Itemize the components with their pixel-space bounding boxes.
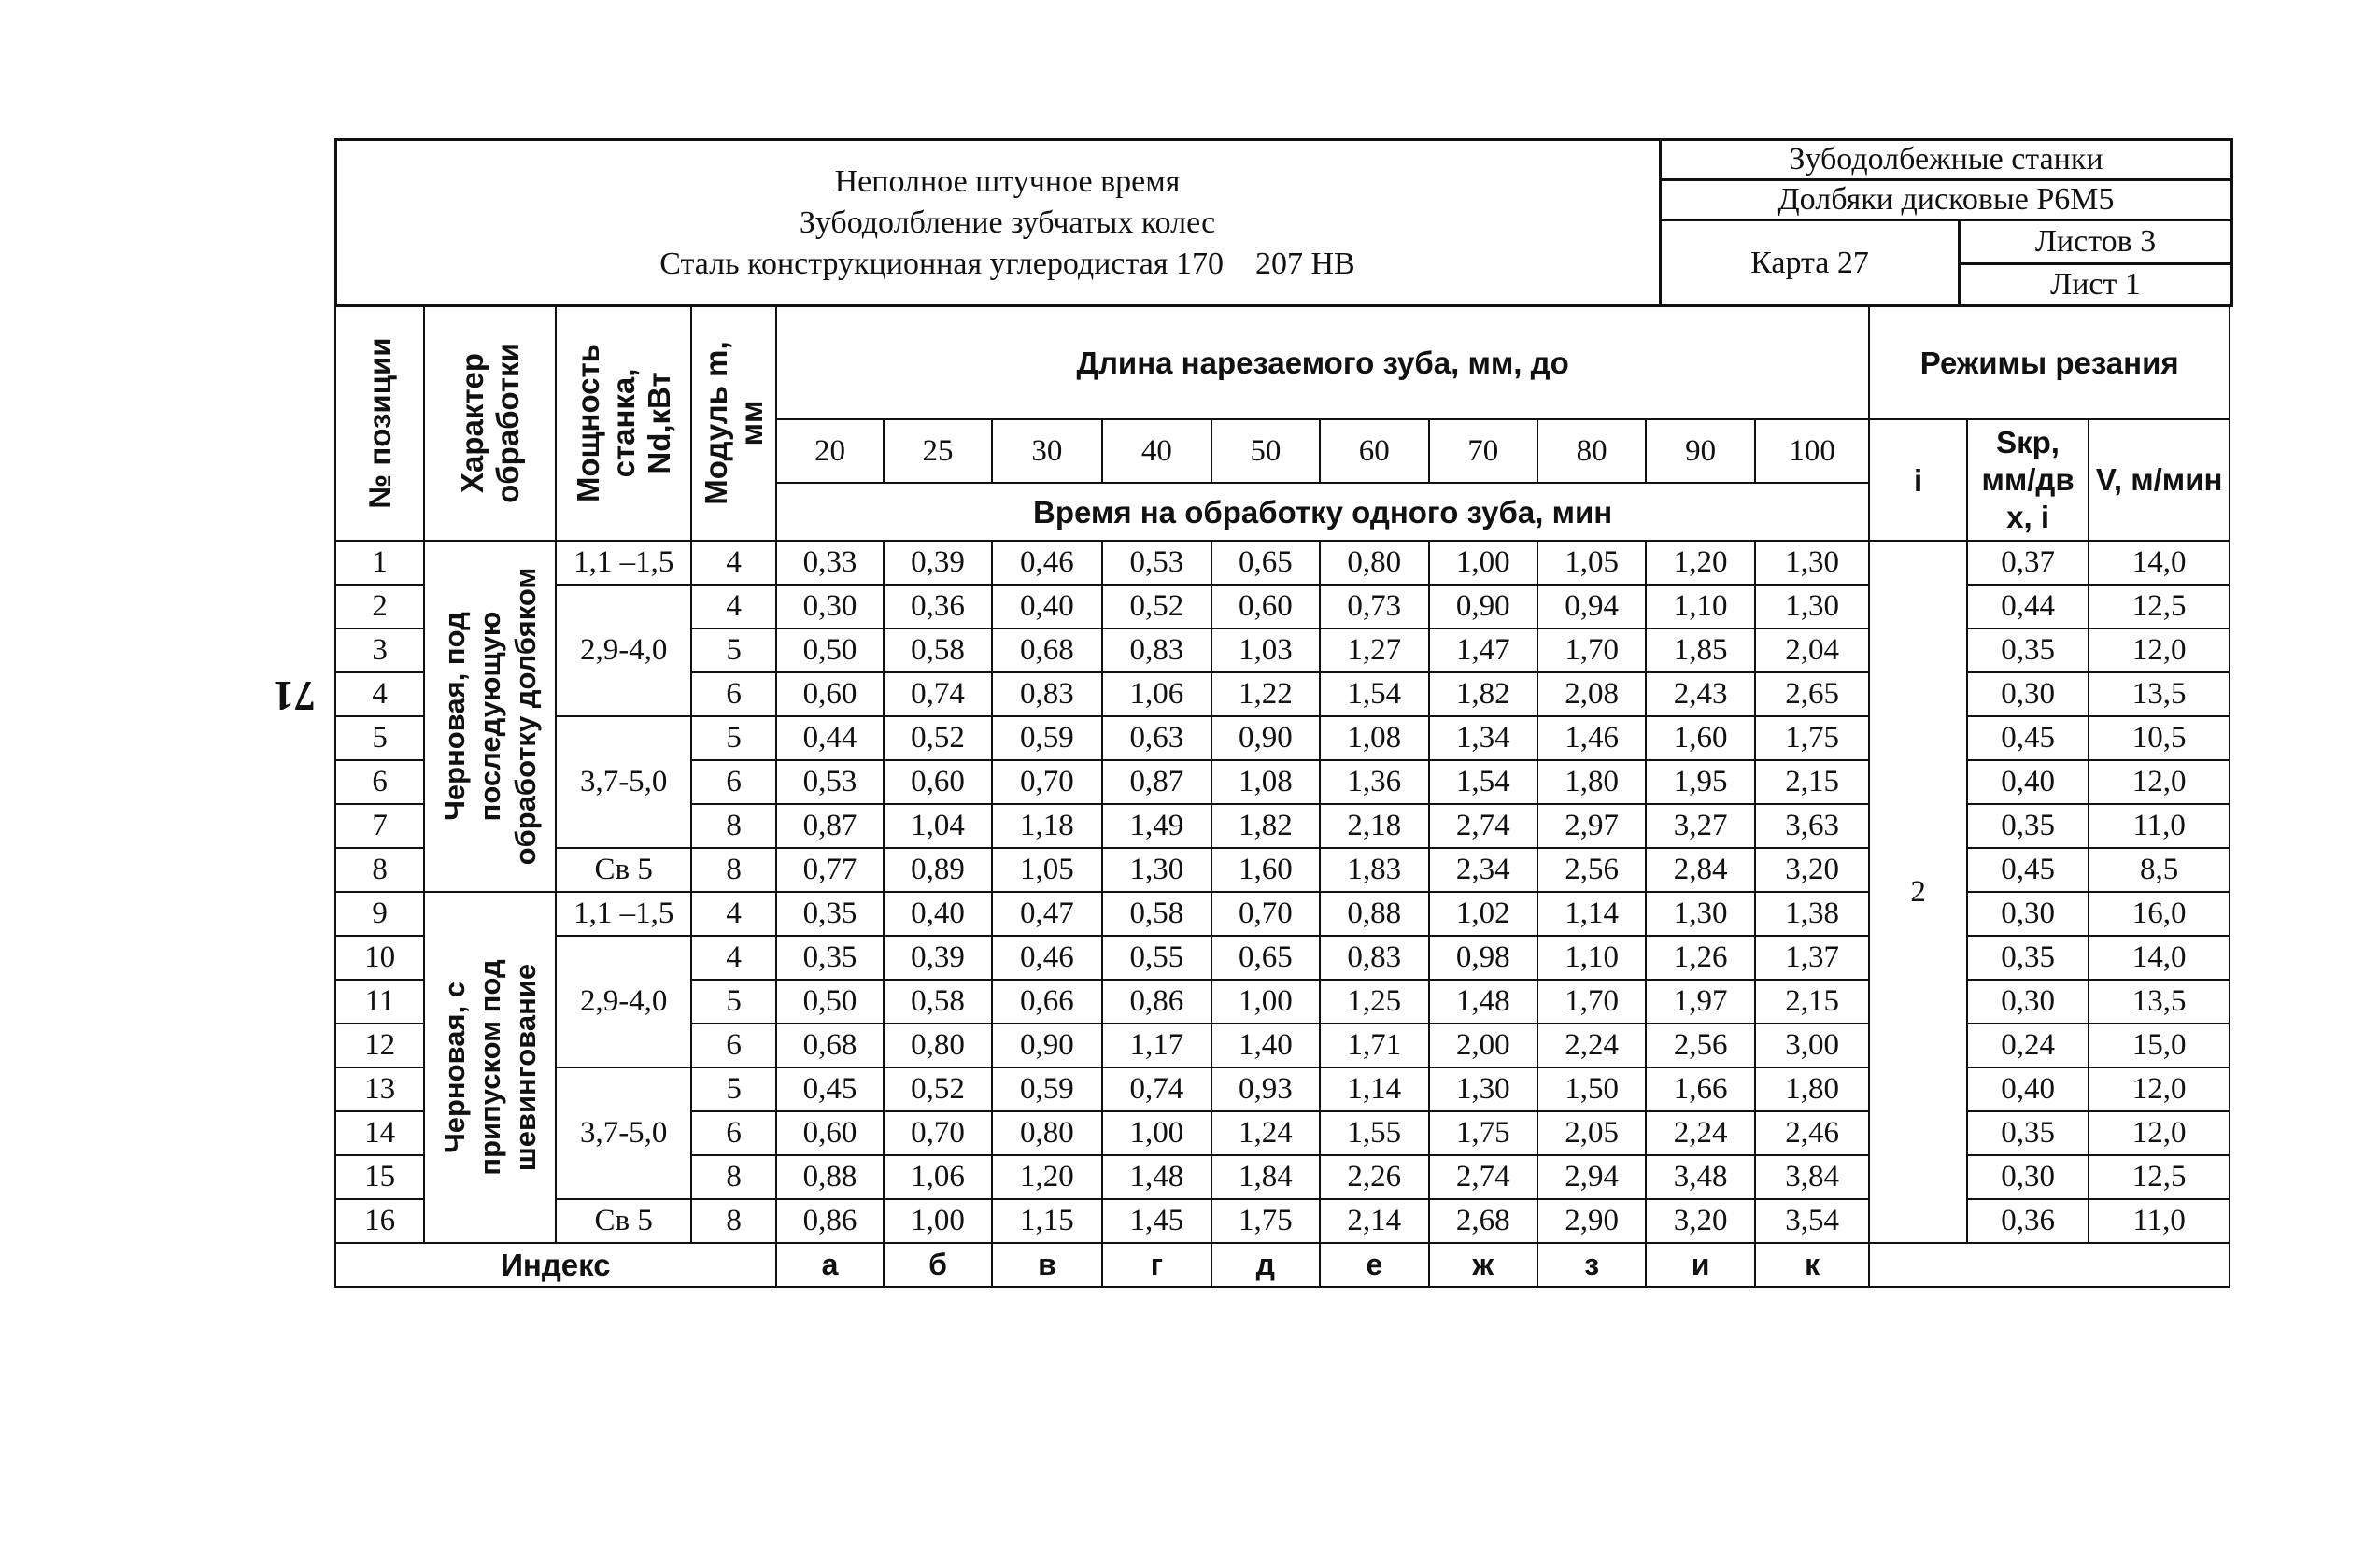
sheets-count: Листов 3 xyxy=(1960,220,2232,264)
feed-cell: 0,40 xyxy=(1967,1067,2089,1111)
time-cell: 0,55 xyxy=(1102,936,1211,980)
index-letter: в xyxy=(992,1243,1102,1287)
time-cell: 2,24 xyxy=(1646,1111,1754,1155)
col-module-label: Модуль m, мм xyxy=(698,341,769,505)
col-i-header: i xyxy=(1869,419,1966,541)
time-cell: 1,50 xyxy=(1537,1067,1646,1111)
length-col-30: 30 xyxy=(992,419,1102,483)
feed-cell: 0,35 xyxy=(1967,1111,2089,1155)
time-cell: 1,20 xyxy=(1646,541,1754,585)
time-cell: 1,08 xyxy=(1211,760,1320,804)
time-cell: 2,90 xyxy=(1537,1199,1646,1243)
time-cell: 2,15 xyxy=(1755,980,1870,1024)
position-cell: 8 xyxy=(335,848,424,892)
time-cell: 1,54 xyxy=(1320,672,1428,716)
speed-cell: 12,0 xyxy=(2089,1111,2230,1155)
time-cell: 2,46 xyxy=(1755,1111,1870,1155)
position-cell: 3 xyxy=(335,629,424,672)
card-header xyxy=(334,138,2233,307)
time-cell: 1,25 xyxy=(1320,980,1428,1024)
feed-cell: 0,40 xyxy=(1967,760,2089,804)
position-cell: 2 xyxy=(335,585,424,629)
time-cell: 0,44 xyxy=(776,716,884,760)
position-cell: 9 xyxy=(335,892,424,936)
index-letter: ж xyxy=(1429,1243,1537,1287)
time-cell: 1,08 xyxy=(1320,716,1428,760)
time-cell: 0,86 xyxy=(1102,980,1211,1024)
time-cell: 0,66 xyxy=(992,980,1102,1024)
time-cell: 1,95 xyxy=(1646,760,1754,804)
time-cell: 1,48 xyxy=(1429,980,1537,1024)
speed-cell: 16,0 xyxy=(2089,892,2230,936)
time-cell: 1,60 xyxy=(1211,848,1320,892)
time-cell: 2,84 xyxy=(1646,848,1754,892)
time-cell: 0,53 xyxy=(776,760,884,804)
time-cell: 1,20 xyxy=(992,1155,1102,1199)
module-cell: 4 xyxy=(691,936,775,980)
time-cell: 0,40 xyxy=(884,892,991,936)
time-cell: 0,80 xyxy=(884,1024,991,1067)
speed-cell: 14,0 xyxy=(2089,541,2230,585)
time-cell: 2,94 xyxy=(1537,1155,1646,1199)
time-cell: 1,00 xyxy=(1102,1111,1211,1155)
feed-cell: 0,24 xyxy=(1967,1024,2089,1067)
time-cell: 2,56 xyxy=(1537,848,1646,892)
time-cell: 1,49 xyxy=(1102,804,1211,848)
title-line-2: Зубодолбление зубчатых колес xyxy=(799,205,1216,240)
time-cell: 3,20 xyxy=(1646,1199,1754,1243)
time-cell: 0,45 xyxy=(776,1067,884,1111)
time-cell: 2,05 xyxy=(1537,1111,1646,1155)
time-cell: 1,22 xyxy=(1211,672,1320,716)
time-cell: 1,30 xyxy=(1646,892,1754,936)
feed-cell: 0,36 xyxy=(1967,1199,2089,1243)
module-cell: 8 xyxy=(691,1199,775,1243)
speed-cell: 12,0 xyxy=(2089,1067,2230,1111)
module-cell: 4 xyxy=(691,585,775,629)
time-cell: 1,04 xyxy=(884,804,991,848)
process-group-label: Черновая, с припуском под шевингование xyxy=(437,959,542,1176)
time-cell: 0,90 xyxy=(1429,585,1537,629)
time-cell: 0,68 xyxy=(992,629,1102,672)
time-cell: 0,50 xyxy=(776,980,884,1024)
time-cell: 1,02 xyxy=(1429,892,1537,936)
time-cell: 0,87 xyxy=(776,804,884,848)
time-cell: 0,83 xyxy=(1320,936,1428,980)
time-cell: 1,27 xyxy=(1320,629,1428,672)
time-cell: 0,30 xyxy=(776,585,884,629)
time-cell: 1,82 xyxy=(1211,804,1320,848)
time-cell: 3,20 xyxy=(1755,848,1870,892)
module-cell: 5 xyxy=(691,980,775,1024)
tool-type: Долбяки дисковые Р6М5 xyxy=(1661,180,2232,220)
time-cell: 1,30 xyxy=(1755,585,1870,629)
time-cell: 2,15 xyxy=(1755,760,1870,804)
feed-cell: 0,35 xyxy=(1967,936,2089,980)
time-cell: 0,65 xyxy=(1211,936,1320,980)
sheet-number: Лист 1 xyxy=(1960,263,2232,306)
time-cell: 1,10 xyxy=(1646,585,1754,629)
time-cell: 1,45 xyxy=(1102,1199,1211,1243)
position-cell: 16 xyxy=(335,1199,424,1243)
power-cell: Св 5 xyxy=(556,848,692,892)
time-cell: 1,30 xyxy=(1755,541,1870,585)
col-v-header: V, м/мин xyxy=(2089,419,2230,541)
time-cell: 1,36 xyxy=(1320,760,1428,804)
time-cell: 0,83 xyxy=(992,672,1102,716)
time-cell: 1,30 xyxy=(1102,848,1211,892)
time-cell: 0,52 xyxy=(884,1067,991,1111)
time-cell: 0,65 xyxy=(1211,541,1320,585)
feed-cell: 0,45 xyxy=(1967,848,2089,892)
position-cell: 13 xyxy=(335,1067,424,1111)
time-cell: 0,58 xyxy=(884,629,991,672)
index-letter: д xyxy=(1211,1243,1320,1287)
time-cell: 3,48 xyxy=(1646,1155,1754,1199)
time-cell: 0,73 xyxy=(1320,585,1428,629)
length-col-60: 60 xyxy=(1320,419,1428,483)
time-cell: 2,43 xyxy=(1646,672,1754,716)
time-header: Время на обработку одного зуба, мин xyxy=(776,483,1870,541)
time-cell: 0,94 xyxy=(1537,585,1646,629)
time-cell: 0,80 xyxy=(992,1111,1102,1155)
time-cell: 0,60 xyxy=(776,1111,884,1155)
speed-cell: 12,5 xyxy=(2089,1155,2230,1199)
time-cell: 0,86 xyxy=(776,1199,884,1243)
time-cell: 1,47 xyxy=(1429,629,1537,672)
time-cell: 0,39 xyxy=(884,936,991,980)
time-cell: 0,46 xyxy=(992,936,1102,980)
time-cell: 0,58 xyxy=(1102,892,1211,936)
process-group-cell xyxy=(424,541,556,892)
time-cell: 0,74 xyxy=(1102,1067,1211,1111)
time-cell: 2,56 xyxy=(1646,1024,1754,1067)
time-cell: 0,53 xyxy=(1102,541,1211,585)
time-cell: 1,24 xyxy=(1211,1111,1320,1155)
time-cell: 1,82 xyxy=(1429,672,1537,716)
index-letter: к xyxy=(1755,1243,1870,1287)
position-cell: 10 xyxy=(335,936,424,980)
time-cell: 1,10 xyxy=(1537,936,1646,980)
speed-cell: 12,0 xyxy=(2089,760,2230,804)
time-cell: 0,50 xyxy=(776,629,884,672)
speed-cell: 11,0 xyxy=(2089,1199,2230,1243)
module-cell: 4 xyxy=(691,892,775,936)
time-cell: 0,70 xyxy=(992,760,1102,804)
time-cell: 1,00 xyxy=(1429,541,1537,585)
module-cell: 5 xyxy=(691,716,775,760)
time-cell: 1,54 xyxy=(1429,760,1537,804)
position-cell: 5 xyxy=(335,716,424,760)
length-col-40: 40 xyxy=(1102,419,1211,483)
power-cell: 2,9-4,0 xyxy=(556,936,692,1067)
time-cell: 0,60 xyxy=(776,672,884,716)
time-cell: 3,54 xyxy=(1755,1199,1870,1243)
length-col-100: 100 xyxy=(1755,419,1870,483)
card-number: Карта 27 xyxy=(1661,220,1960,306)
time-cell: 0,74 xyxy=(884,672,991,716)
feed-cell: 0,44 xyxy=(1967,585,2089,629)
time-cell: 3,84 xyxy=(1755,1155,1870,1199)
modes-header: Режимы резания xyxy=(1869,305,2230,419)
time-cell: 1,37 xyxy=(1755,936,1870,980)
time-cell: 1,15 xyxy=(992,1199,1102,1243)
power-cell: Св 5 xyxy=(556,1199,692,1243)
time-cell: 0,36 xyxy=(884,585,991,629)
length-col-25: 25 xyxy=(884,419,991,483)
feed-cell: 0,30 xyxy=(1967,892,2089,936)
time-cell: 0,40 xyxy=(992,585,1102,629)
time-cell: 1,30 xyxy=(1429,1067,1537,1111)
col-power-label: Мощность станка, Nd,кВт xyxy=(570,344,676,502)
position-cell: 1 xyxy=(335,541,424,585)
time-cell: 0,58 xyxy=(884,980,991,1024)
time-cell: 1,70 xyxy=(1537,980,1646,1024)
time-cell: 2,18 xyxy=(1320,804,1428,848)
time-cell: 1,05 xyxy=(1537,541,1646,585)
time-cell: 0,93 xyxy=(1211,1067,1320,1111)
machine-type: Зубодолбежные станки xyxy=(1661,140,2232,180)
time-cell: 1,71 xyxy=(1320,1024,1428,1067)
index-label: Индекс xyxy=(335,1243,776,1287)
feed-cell: 0,35 xyxy=(1967,804,2089,848)
col-power-header xyxy=(556,305,692,541)
power-cell: 1,1 –1,5 xyxy=(556,892,692,936)
speed-cell: 10,5 xyxy=(2089,716,2230,760)
time-cell: 1,66 xyxy=(1646,1067,1754,1111)
module-cell: 6 xyxy=(691,672,775,716)
power-cell: 1,1 –1,5 xyxy=(556,541,692,585)
time-cell: 0,98 xyxy=(1429,936,1537,980)
length-header: Длина нарезаемого зуба, мм, до xyxy=(776,305,1870,419)
index-letter: г xyxy=(1102,1243,1211,1287)
time-cell: 1,83 xyxy=(1320,848,1428,892)
length-col-80: 80 xyxy=(1537,419,1646,483)
index-blank xyxy=(1869,1243,2230,1287)
norm-card xyxy=(334,138,2230,1288)
position-cell: 12 xyxy=(335,1024,424,1067)
speed-cell: 13,5 xyxy=(2089,980,2230,1024)
speed-cell: 13,5 xyxy=(2089,672,2230,716)
time-cell: 0,87 xyxy=(1102,760,1211,804)
speed-cell: 8,5 xyxy=(2089,848,2230,892)
position-cell: 15 xyxy=(335,1155,424,1199)
feed-cell: 0,30 xyxy=(1967,672,2089,716)
time-cell: 1,75 xyxy=(1755,716,1870,760)
time-cell: 0,88 xyxy=(776,1155,884,1199)
power-cell: 2,9-4,0 xyxy=(556,585,692,716)
col-position-header xyxy=(335,305,424,541)
time-cell: 0,52 xyxy=(1102,585,1211,629)
time-cell: 1,84 xyxy=(1211,1155,1320,1199)
time-cell: 2,24 xyxy=(1537,1024,1646,1067)
col-position-label: № позиции xyxy=(361,337,397,509)
time-cell: 1,48 xyxy=(1102,1155,1211,1199)
col-process-label: Характер обработки xyxy=(454,343,525,503)
module-cell: 6 xyxy=(691,1024,775,1067)
time-cell: 3,63 xyxy=(1755,804,1870,848)
col-s-header: Sкр, мм/дв х, i xyxy=(1967,419,2089,541)
i-value-cell: 2 xyxy=(1869,541,1966,1243)
time-cell: 1,97 xyxy=(1646,980,1754,1024)
time-cell: 0,70 xyxy=(884,1111,991,1155)
time-cell: 1,75 xyxy=(1211,1199,1320,1243)
time-cell: 0,88 xyxy=(1320,892,1428,936)
index-letter: з xyxy=(1537,1243,1646,1287)
feed-cell: 0,30 xyxy=(1967,980,2089,1024)
process-group-label: Черновая, под последующую обработку долбяком xyxy=(437,567,542,866)
process-group-cell xyxy=(424,892,556,1243)
time-cell: 0,83 xyxy=(1102,629,1211,672)
time-cell: 2,74 xyxy=(1429,1155,1537,1199)
time-cell: 1,85 xyxy=(1646,629,1754,672)
time-cell: 0,35 xyxy=(776,892,884,936)
module-cell: 8 xyxy=(691,1155,775,1199)
time-cell: 1,06 xyxy=(884,1155,991,1199)
time-cell: 3,27 xyxy=(1646,804,1754,848)
time-cell: 1,40 xyxy=(1211,1024,1320,1067)
time-cell: 2,08 xyxy=(1537,672,1646,716)
module-cell: 4 xyxy=(691,541,775,585)
time-cell: 1,17 xyxy=(1102,1024,1211,1067)
time-cell: 2,68 xyxy=(1429,1199,1537,1243)
time-cell: 0,59 xyxy=(992,716,1102,760)
time-cell: 1,05 xyxy=(992,848,1102,892)
time-cell: 1,14 xyxy=(1537,892,1646,936)
speed-cell: 12,0 xyxy=(2089,629,2230,672)
module-cell: 5 xyxy=(691,629,775,672)
time-cell: 0,80 xyxy=(1320,541,1428,585)
table-row xyxy=(335,541,2230,585)
time-cell: 0,63 xyxy=(1102,716,1211,760)
time-cell: 1,06 xyxy=(1102,672,1211,716)
position-cell: 7 xyxy=(335,804,424,848)
position-cell: 14 xyxy=(335,1111,424,1155)
time-cell: 1,34 xyxy=(1429,716,1537,760)
length-col-50: 50 xyxy=(1211,419,1320,483)
module-cell: 6 xyxy=(691,1111,775,1155)
time-cell: 2,26 xyxy=(1320,1155,1428,1199)
time-norm-table xyxy=(334,304,2230,1288)
time-cell: 0,52 xyxy=(884,716,991,760)
feed-cell: 0,35 xyxy=(1967,629,2089,672)
length-col-70: 70 xyxy=(1429,419,1537,483)
index-letter: б xyxy=(884,1243,991,1287)
time-cell: 1,80 xyxy=(1537,760,1646,804)
speed-cell: 12,5 xyxy=(2089,585,2230,629)
time-cell: 2,74 xyxy=(1429,804,1537,848)
title-line-1: Неполное штучное время xyxy=(834,163,1181,199)
time-cell: 1,55 xyxy=(1320,1111,1428,1155)
time-cell: 0,70 xyxy=(1211,892,1320,936)
col-process-header xyxy=(424,305,556,541)
time-cell: 1,14 xyxy=(1320,1067,1428,1111)
time-cell: 1,60 xyxy=(1646,716,1754,760)
time-cell: 0,47 xyxy=(992,892,1102,936)
time-cell: 2,65 xyxy=(1755,672,1870,716)
time-cell: 1,75 xyxy=(1429,1111,1537,1155)
time-cell: 1,38 xyxy=(1755,892,1870,936)
time-cell: 0,68 xyxy=(776,1024,884,1067)
module-cell: 8 xyxy=(691,848,775,892)
position-cell: 6 xyxy=(335,760,424,804)
time-cell: 0,77 xyxy=(776,848,884,892)
time-cell: 0,59 xyxy=(992,1067,1102,1111)
time-cell: 2,34 xyxy=(1429,848,1537,892)
time-cell: 0,39 xyxy=(884,541,991,585)
time-cell: 0,90 xyxy=(992,1024,1102,1067)
time-cell: 1,70 xyxy=(1537,629,1646,672)
module-cell: 5 xyxy=(691,1067,775,1111)
feed-cell: 0,30 xyxy=(1967,1155,2089,1199)
module-cell: 6 xyxy=(691,760,775,804)
length-col-90: 90 xyxy=(1646,419,1754,483)
time-cell: 1,03 xyxy=(1211,629,1320,672)
time-cell: 0,46 xyxy=(992,541,1102,585)
time-cell: 2,14 xyxy=(1320,1199,1428,1243)
time-cell: 2,97 xyxy=(1537,804,1646,848)
time-cell: 2,04 xyxy=(1755,629,1870,672)
time-cell: 1,00 xyxy=(884,1199,991,1243)
power-cell: 3,7-5,0 xyxy=(556,1067,692,1199)
speed-cell: 15,0 xyxy=(2089,1024,2230,1067)
time-cell: 1,00 xyxy=(1211,980,1320,1024)
time-cell: 1,80 xyxy=(1755,1067,1870,1111)
position-cell: 4 xyxy=(335,672,424,716)
time-cell: 0,60 xyxy=(884,760,991,804)
feed-cell: 0,37 xyxy=(1967,541,2089,585)
time-cell: 3,00 xyxy=(1755,1024,1870,1067)
time-cell: 0,90 xyxy=(1211,716,1320,760)
col-module-header xyxy=(691,305,775,541)
index-letter: а xyxy=(776,1243,884,1287)
speed-cell: 14,0 xyxy=(2089,936,2230,980)
time-cell: 0,89 xyxy=(884,848,991,892)
time-cell: 0,35 xyxy=(776,936,884,980)
time-cell: 1,18 xyxy=(992,804,1102,848)
page-number: 71 xyxy=(273,672,316,720)
time-cell: 2,00 xyxy=(1429,1024,1537,1067)
speed-cell: 11,0 xyxy=(2089,804,2230,848)
card-title xyxy=(336,140,1661,306)
time-cell: 0,60 xyxy=(1211,585,1320,629)
power-cell: 3,7-5,0 xyxy=(556,716,692,848)
module-cell: 8 xyxy=(691,804,775,848)
index-letter: е xyxy=(1320,1243,1428,1287)
length-col-20: 20 xyxy=(776,419,884,483)
time-cell: 0,33 xyxy=(776,541,884,585)
index-letter: и xyxy=(1646,1243,1754,1287)
title-line-3: Сталь конструкционная углеродистая 170 207 НВ xyxy=(659,246,1355,281)
time-cell: 1,26 xyxy=(1646,936,1754,980)
time-cell: 1,46 xyxy=(1537,716,1646,760)
feed-cell: 0,45 xyxy=(1967,716,2089,760)
position-cell: 11 xyxy=(335,980,424,1024)
